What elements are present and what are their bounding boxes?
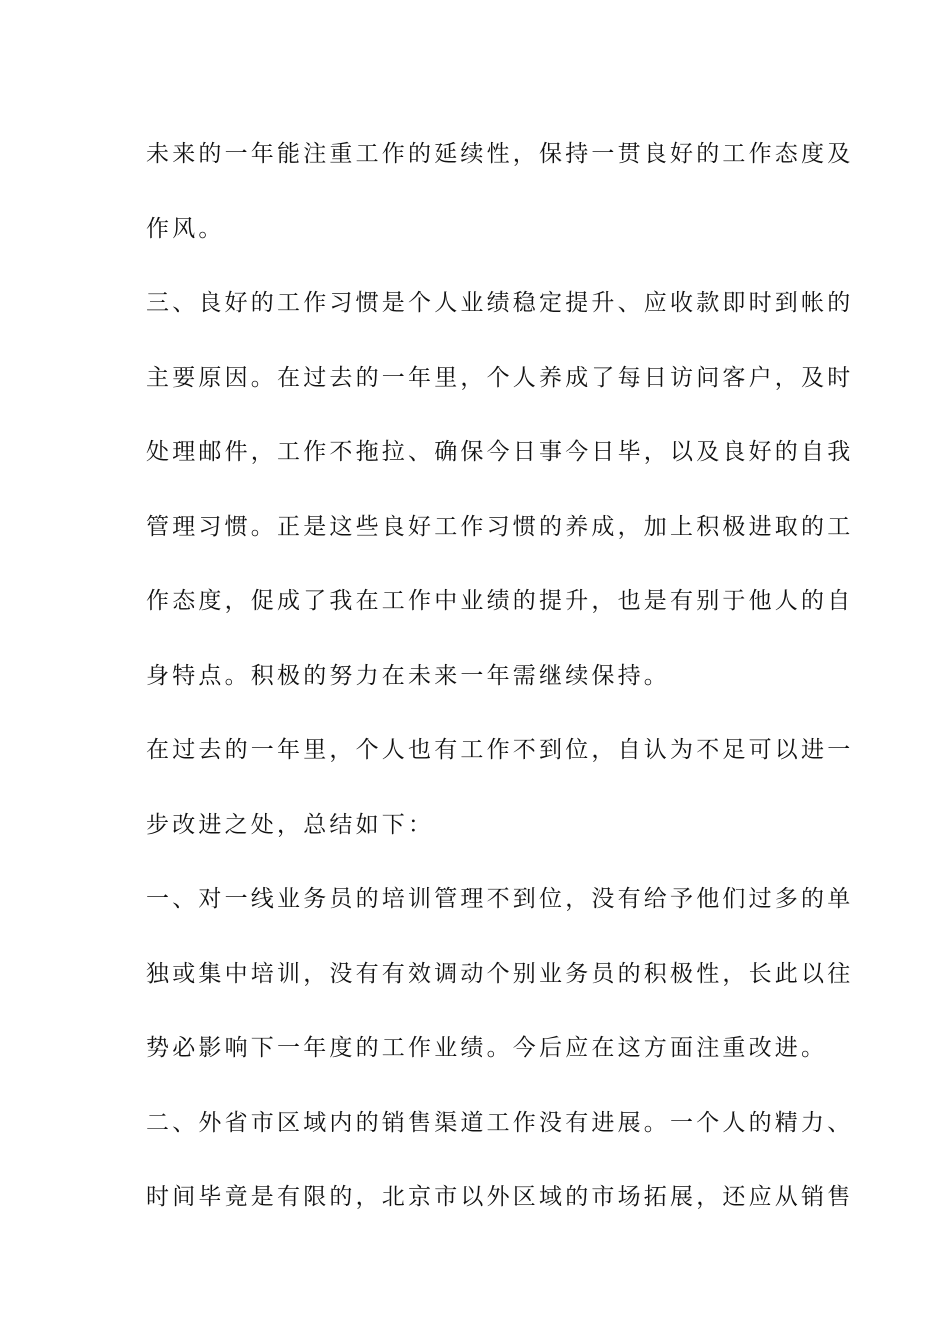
text-line: 管理习惯。正是这些良好工作习惯的养成，加上积极进取的工 [146,513,854,540]
text-line: 步改进之处，总结如下： [146,811,435,838]
text-line: 身特点。积极的努力在未来一年需继续保持。 [146,662,670,689]
text-line: 未来的一年能注重工作的延续性，保持一贯良好的工作态度及 [146,141,854,167]
text-line: 三、良好的工作习惯是个人业绩稳定提升、应收款即时到帐的 [146,290,854,316]
text-line: 作风。 [146,215,225,242]
document-body [146,129,854,1247]
text-line: 作态度，促成了我在工作中业绩的提升，也是有别于他人的自 [146,588,854,614]
text-line: 一、对一线业务员的培训管理不到位，没有给予他们过多的单 [146,886,854,912]
text-line: 主要原因。在过去的一年里，个人养成了每日访问客户，及时 [146,364,854,391]
text-line: 时间毕竟是有限的，北京市以外区域的市场拓展，还应从销售 [146,1184,854,1210]
text-line: 独或集中培训，没有有效调动个别业务员的积极性，长此以往 [146,960,854,987]
text-line: 处理邮件，工作不拖拉、确保今日事今日毕，以及良好的自我 [146,439,854,465]
text-line: 势必影响下一年度的工作业绩。今后应在这方面注重改进。 [146,1035,828,1061]
text-line: 在过去的一年里，个人也有工作不到位，自认为不足可以进一 [146,737,854,763]
text-line: 二、外省市区域内的销售渠道工作没有进展。一个人的精力、 [146,1109,854,1136]
